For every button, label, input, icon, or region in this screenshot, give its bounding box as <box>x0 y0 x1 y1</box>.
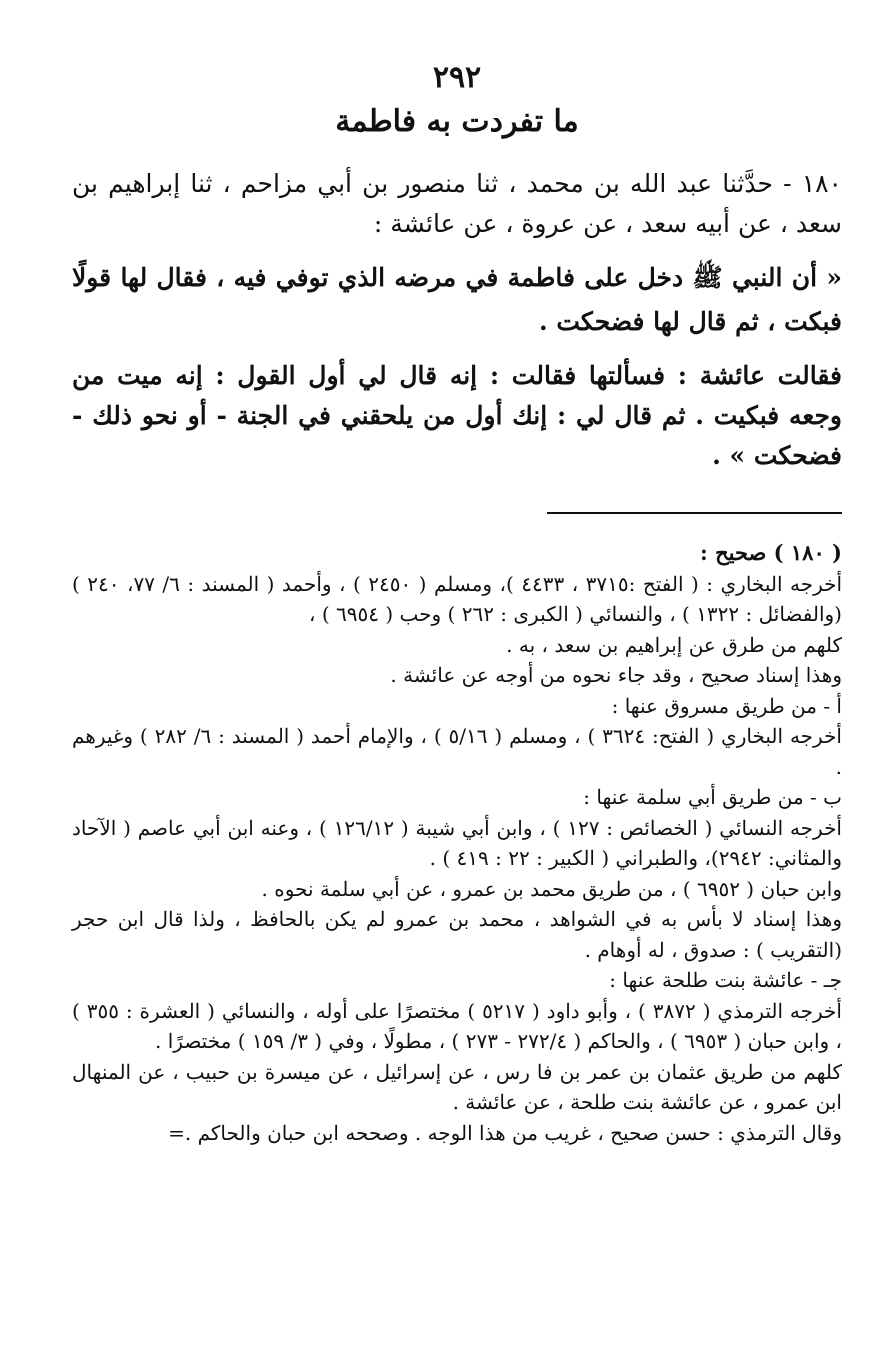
footnote-line: كلهم من طريق عثمان بن عمر بن فا رس ، عن إسرائيل ، عن ميسرة بن حبيب ، عن المنهال ابن عمرو ، عن عائشة بنت طلحة ، عن عائشة . <box>72 1059 842 1114</box>
footnote-line: وقال الترمذي : حسن صحيح ، غريب من هذا الوجه . وصححه ابن حبان والحاكم .= <box>168 1120 842 1145</box>
book-page <box>72 60 842 1148</box>
footnote-line: أخرجه البخاري : ( الفتح :٣٧١٥ ، ٤٤٣٣ )، ومسلم ( ٢٤٥٠ ) ، وأحمد ( المسند : ٦/ ٧٧، ٢٤٠ ) (والفضائل : ١٣٢٢ ) ، والنسائي ( الكبرى : ٢٦٢ ) وحب ( ٦٩٥٤ ) ، <box>72 571 843 626</box>
footnotes <box>72 538 842 1148</box>
footnote-line: كلهم من طرق عن إبراهيم بن سعد ، به . <box>506 632 842 657</box>
footnote-heading: ( ١٨٠ ) صحيح : <box>700 540 842 565</box>
footnote-line: وهذا إسناد صحيح ، وقد جاء نحوه من أوجه عن عائشة . <box>390 663 842 687</box>
footnote-section-c-title: جـ - عائشة بنت طلحة عنها : <box>609 968 842 992</box>
footnote-line: أخرجه الترمذي ( ٣٨٧٢ ) ، وأبو داود ( ٥٢١٧ ) مختصرًا على أوله ، والنسائي ( العشرة : ٣٥٥ ) ، وابن حبان ( ٦٩٥٣ ) ، والحاكم ( ٢٧٢/٤ - ٢٧٣ ) ، مطولًا ، وفي ( ٣/ ١٥٩ ) مختصرًا . <box>72 998 842 1053</box>
footnote-line: أخرجه البخاري ( الفتح: ٣٦٢٤ ) ، ومسلم ( ٥/١٦ ) ، والإمام أحمد ( المسند : ٦/ ٢٨٢ ) وغيرهم . <box>72 724 842 779</box>
footnote-line: وهذا إسناد لا بأس به في الشواهد ، محمد بن عمرو لم يكن بالحافظ ، ولذا قال ابن حجر (التقريب ) : صدوق ، له أوهام . <box>72 907 843 962</box>
footnote-section-b-title: ب - من طريق أبي سلمة عنها : <box>583 785 842 809</box>
footnote-divider <box>547 512 842 514</box>
hadith-matn-1: « أن النبي ﷺ دخل على فاطمة في مرضه الذي توفي فيه ، فقال لها قولًا فبكت ، ثم قال لها فضحكت . <box>72 263 842 336</box>
footnote-line: وابن حبان ( ٦٩٥٢ ) ، من طريق محمد بن عمرو ، عن أبي سلمة نحوه . <box>261 876 842 901</box>
hadith-matn-2: فقالت عائشة : فسألتها فقالت : إنه قال لي أول القول : إنه ميت من وجعه فبكيت . ثم قال لي : إنك أول من يلحقني في الجنة - أو نحو ذلك - فضحكت » . <box>72 361 842 470</box>
page-number: ٢٩٢ <box>432 60 482 95</box>
hadith-isnad: ١٨٠ - حدَّثنا عبد الله بن محمد ، ثنا منصور بن أبي مزاحم ، ثنا إبراهيم بن سعد ، عن أبيه سعد ، عن عروة ، عن عائشة : <box>72 169 842 238</box>
chapter-title: ما تفردت به فاطمة <box>335 104 579 139</box>
footnote-line: أخرجه النسائي ( الخصائص : ١٢٧ ) ، وابن أبي شيبة ( ١٢٦/١٢ ) ، وعنه ابن أبي عاصم ( الآحاد والمثاني: ٢٩٤٢)، والطبراني ( الكبير : ٢٢ : ٤١٩ ) . <box>72 815 842 870</box>
footnote-section-a-title: أ - من طريق مسروق عنها : <box>611 693 842 718</box>
